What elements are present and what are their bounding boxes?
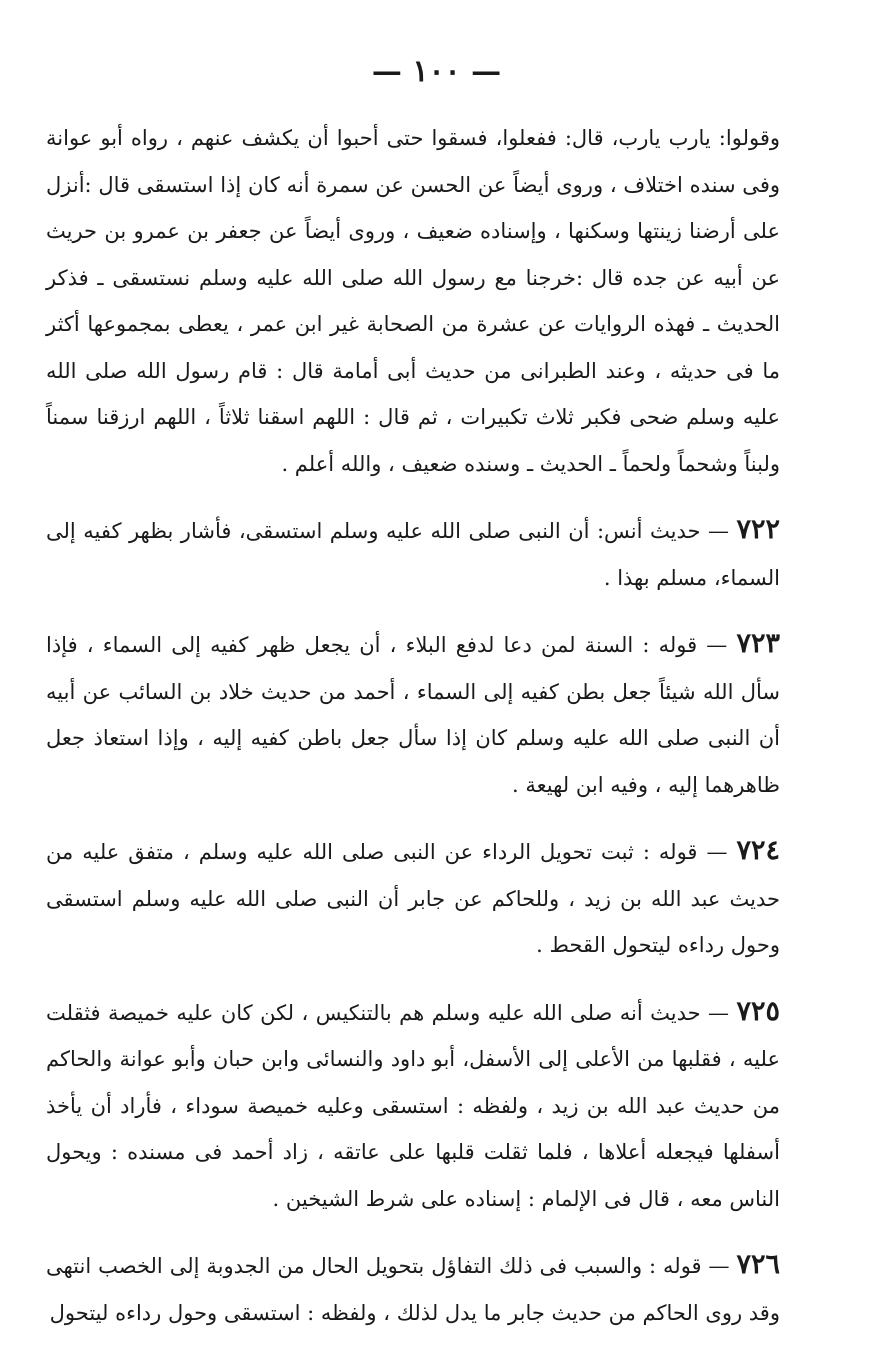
paragraph-text: — حديث أنس: أن النبى صلى الله عليه وسلم استسقى، فأشار بظهر كفيه إلى السماء، مسلم بهذا . xyxy=(46,519,780,590)
hadith-number: ٧٢٤ xyxy=(736,835,780,866)
paragraph-text: — قوله : والسبب فى ذلك التفاؤل بتحويل الحال من الجدوبة إلى الخصب انتهى وقد روى الحاكم من حديث جابر ما يدل لذلك ، ولفظه : استسقى وحول رداءه ليتحول xyxy=(46,1254,780,1325)
hadith-entry-722 xyxy=(46,507,780,601)
hadith-entry-726 xyxy=(46,1242,780,1336)
paragraph-text: وقولوا: يارب يارب، قال: ففعلوا، فسقوا حتى أحبوا أن يكشف عنهم ، رواه أبو عوانة وفى سنده اختلاف ، وروى أيضاً عن الحسن عن سمرة أنه كان إذا استسقى قال :أنزل على أرضنا زينتها وسكنها ، وإسناده ضعيف ، وروى أيضاً عن جعفر بن عمرو بن حريث عن أبيه عن جده قال :خرجنا مع رسول الله صلى الله عليه وسلم نستسقى ـ فذكر الحديث ـ فهذه الروايات عن عشرة من الصحابة غير ابن عمر ، يعطى بمجموعها أكثر ما فى حديثه ، وعند الطبرانى من حديث أبى أمامة قال : قام رسول الله صلى الله عليه وسلم ضحى فكبر ثلاث تكبيرات ، ثم قال : اللهم اسقنا ثلاثاً ، اللهم ارزقنا سمناً ولبناً وشحماً ولحماً ـ الحديث ـ وسنده ضعيف ، والله أعلم . xyxy=(46,126,780,476)
paragraph-continuation xyxy=(46,115,780,487)
hadith-number: ٧٢٣ xyxy=(736,628,780,659)
body-text xyxy=(46,115,780,1336)
paragraph-text: — حديث أنه صلى الله عليه وسلم هم بالتنكيس ، لكن كان عليه خميصة فثقلت عليه ، فقلبها من الأعلى إلى الأسفل، أبو داود والنسائى وابن حبان وأبو عوانة والحاكم من حديث عبد الله بن زيد ، ولفظه : استسقى وعليه خميصة سوداء ، فأراد أن يأخذ أسفلها فيجعله أعلاها ، فلما ثقلت قلبها على عاتقه ، زاد أحمد فى مسنده : ويحول الناس معه ، قال فى الإلمام : إسناده على شرط الشيخين . xyxy=(46,1000,780,1211)
hadith-number: ٧٢٦ xyxy=(736,1249,780,1280)
hadith-entry-724 xyxy=(46,828,780,969)
hadith-entry-725 xyxy=(46,989,780,1223)
paragraph-text: — قوله : ثبت تحويل الرداء عن النبى صلى الله عليه وسلم ، متفق عليه من حديث عبد الله بن زيد ، وللحاكم عن جابر أن النبى صلى الله عليه وسلم استسقى وحول رداءه ليتحول القحط . xyxy=(46,840,780,957)
hadith-number: ٧٢٥ xyxy=(736,995,780,1027)
hadith-entry-723 xyxy=(46,621,780,808)
page-number: — ١٠٠ — xyxy=(371,54,502,89)
paragraph-text: — قوله : السنة لمن دعا لدفع البلاء ، أن يجعل ظهر كفيه إلى السماء ، فإذا سأل الله شيئاً جعل بطن كفيه إلى السماء ، أحمد من حديث خلاد بن السائب عن أبيه أن النبى صلى الله عليه وسلم كان إذا سأل جعل باطن كفيه إليه ، وإذا استعاذ جعل ظاهرهما إليه ، وفيه ابن لهيعة . xyxy=(46,633,780,797)
hadith-number: ٧٢٢ xyxy=(736,514,780,545)
